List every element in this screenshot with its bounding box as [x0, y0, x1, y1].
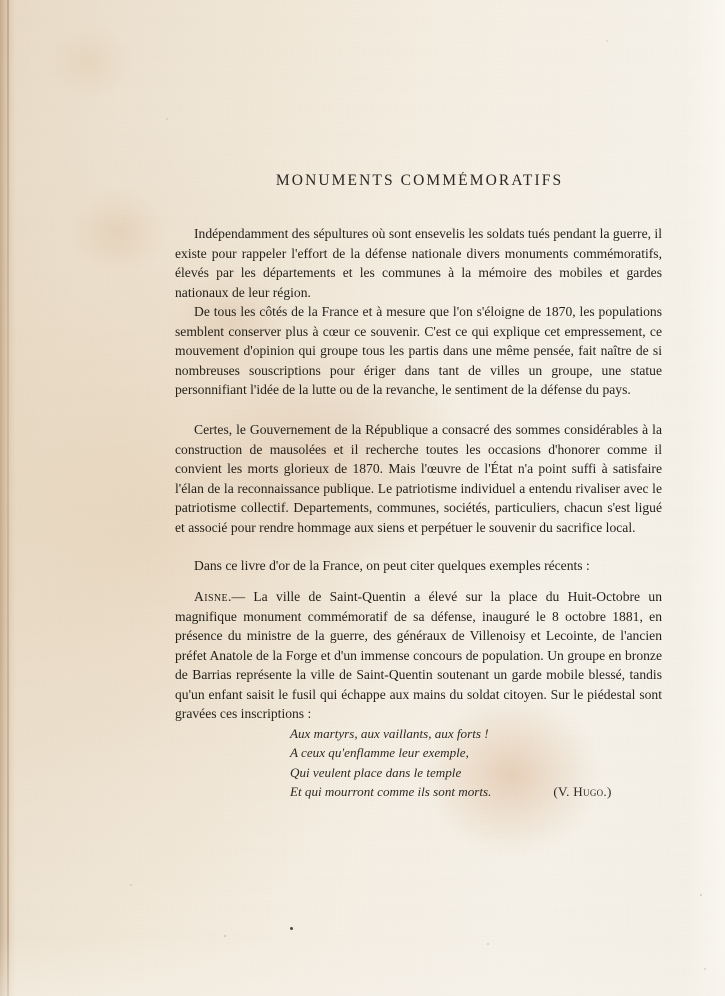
verse-line-with-attribution: [290, 782, 662, 801]
paper-speck: [166, 118, 168, 120]
body-paragraph: De tous les côtés de la France et à mesure que l'on s'éloigne de 1870, les populations semblent conserver plus à cœur ce souvenir. C'est ce qui explique cet empressement, ce mouvement d'opinion qui groupe tous les partis dans une même pensée, fait naître de si nombreuses souscriptions pour ériger dans tant de villes un groupe, une statue personnifiant l'idée de la lutte ou de la revanche, le sentiment de la défense du pays.: [175, 304, 662, 398]
body-paragraph: Dans ce livre d'or de la France, on peut citer quelques exemples récents :: [194, 558, 590, 573]
verse-line: Aux martyrs, aux vaillants, aux forts !: [290, 726, 489, 741]
region-label: Aisne: [194, 589, 229, 604]
page-gutter-crease: [7, 0, 9, 996]
entry-paragraph-block: [175, 587, 662, 724]
paper-speck: [290, 927, 293, 930]
verse-line: Qui veulent place dans le temple: [290, 764, 462, 780]
entry-paragraph: [175, 587, 662, 724]
page-gutter-shadow: [0, 0, 16, 996]
paper-speck: [704, 968, 706, 970]
paragraph-block: [175, 420, 662, 537]
paragraph-block: [175, 302, 662, 400]
verse-line: Et qui mourront comme ils sont morts.: [290, 784, 492, 800]
body-paragraph: Certes, le Gouvernement de la République a consacré des sommes considérables à la construction de mausolées et il recherche toutes les occasions d'honorer comme il convient les morts glorieux de 1870. Mais l'œuvre de l'État n'a point suffi à satisfaire l'élan de la reconnaissance publique. Le patriotisme individuel a entendu rivaliser avec le patriotisme collectif. Departements, communes, sociétés, particuliers, chacun s'est ligué et associé pour rendre hommage aux siens et perpétuer le souvenir du sacrifice local.: [175, 422, 662, 535]
paragraph-block: [175, 224, 662, 302]
entry-dash: .—: [228, 589, 254, 604]
paper-speck: [487, 943, 489, 945]
inscription-verse: [290, 724, 662, 802]
body-paragraph: Indépendamment des sépultures où sont ensevelis les soldats tués pendant la guerre, il existe pour rappeler l'effort de la défense nationale divers monuments commémoratifs, élevés par les départements et les communes à la mémoire des mobiles et gardes nationaux de leur région.: [175, 226, 662, 300]
paper-speck: [130, 884, 132, 886]
entry-text: La ville de Saint-Quentin a élevé sur la place du Huit-Octobre un magnifique monument commémoratif de sa défense, inauguré le 8 octobre 1881, en présence du ministre de la guerre, des généraux de Villenoisy et Lecointe, de l'ancien préfet Anatole de la Forge et d'un immense concours de population. Un groupe en bronze de Barrias représente la ville de Saint-Quentin soutenant un garde mobile blessé, tandis qu'un enfant saisit le fusil qui échappe aux mains du soldat citoyen. Sur le piédestal sont gravées ces inscriptions :: [175, 589, 663, 722]
page-bottom-edge-highlight: [0, 936, 725, 996]
page-right-edge-highlight: [685, 0, 725, 996]
paper-speck: [606, 40, 608, 42]
paper-speck: [224, 935, 226, 937]
verse-attribution: (V. Hugo.): [553, 784, 612, 800]
paragraph-block: [175, 556, 662, 576]
verse-line: A ceux qu'enflamme leur exemple,: [290, 745, 469, 761]
paper-speck: [700, 894, 702, 896]
page-title: MONUMENTS COMMÉMORATIFS: [275, 172, 564, 189]
